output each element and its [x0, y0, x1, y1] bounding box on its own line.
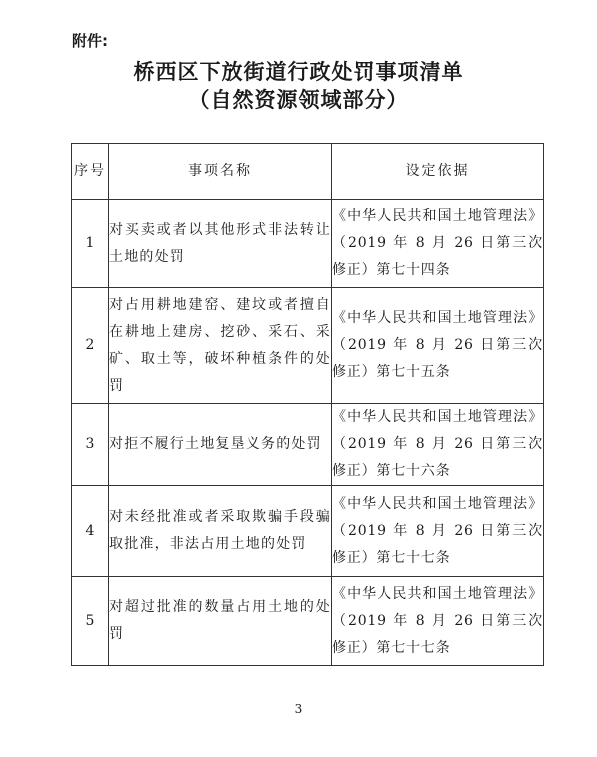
legal-basis: 《中华人民共和国土地管理法》（2019 年 8 月 26 日第三次修正）第七十四条 [332, 200, 544, 288]
row-number: 5 [72, 577, 109, 666]
document-subtitle: （自然资源领域部分） [188, 88, 409, 112]
table-row [72, 577, 544, 666]
header-item: 事项名称 [109, 144, 332, 200]
row-number: 1 [72, 200, 109, 288]
table-row [72, 288, 544, 404]
item-name: 对未经批准或者采取欺骗手段骗取批准，非法占用土地的处罚 [109, 486, 332, 577]
document-title: 桥西区下放街道行政处罚事项清单 [133, 60, 464, 84]
penalty-items-table [71, 143, 544, 666]
page-number: 3 [294, 702, 303, 716]
legal-basis: 《中华人民共和国土地管理法》（2019 年 8 月 26 日第三次修正）第七十七条 [332, 577, 544, 666]
item-name: 对占用耕地建窑、建坟或者擅自在耕地上建房、挖砂、采石、采矿、取土等，破坏种植条件的处罚 [109, 288, 332, 404]
item-name: 对超过批准的数量占用土地的处罚 [109, 577, 332, 666]
table-header-row [72, 144, 544, 200]
table-row [72, 200, 544, 288]
row-number: 4 [72, 486, 109, 577]
item-name: 对买卖或者以其他形式非法转让土地的处罚 [109, 200, 332, 288]
legal-basis: 《中华人民共和国土地管理法》（2019 年 8 月 26 日第三次修正）第七十六条 [332, 404, 544, 486]
legal-basis: 《中华人民共和国土地管理法》（2019 年 8 月 26 日第三次修正）第七十五条 [332, 288, 544, 404]
table-row [72, 404, 544, 486]
table-row [72, 486, 544, 577]
header-seq: 序号 [72, 144, 109, 200]
header-basis: 设定依据 [332, 144, 544, 200]
annex-label: 附件: [72, 32, 108, 50]
legal-basis: 《中华人民共和国土地管理法》（2019 年 8 月 26 日第三次修正）第七十七条 [332, 486, 544, 577]
row-number: 3 [72, 404, 109, 486]
row-number: 2 [72, 288, 109, 404]
item-name: 对拒不履行土地复垦义务的处罚 [109, 404, 332, 486]
